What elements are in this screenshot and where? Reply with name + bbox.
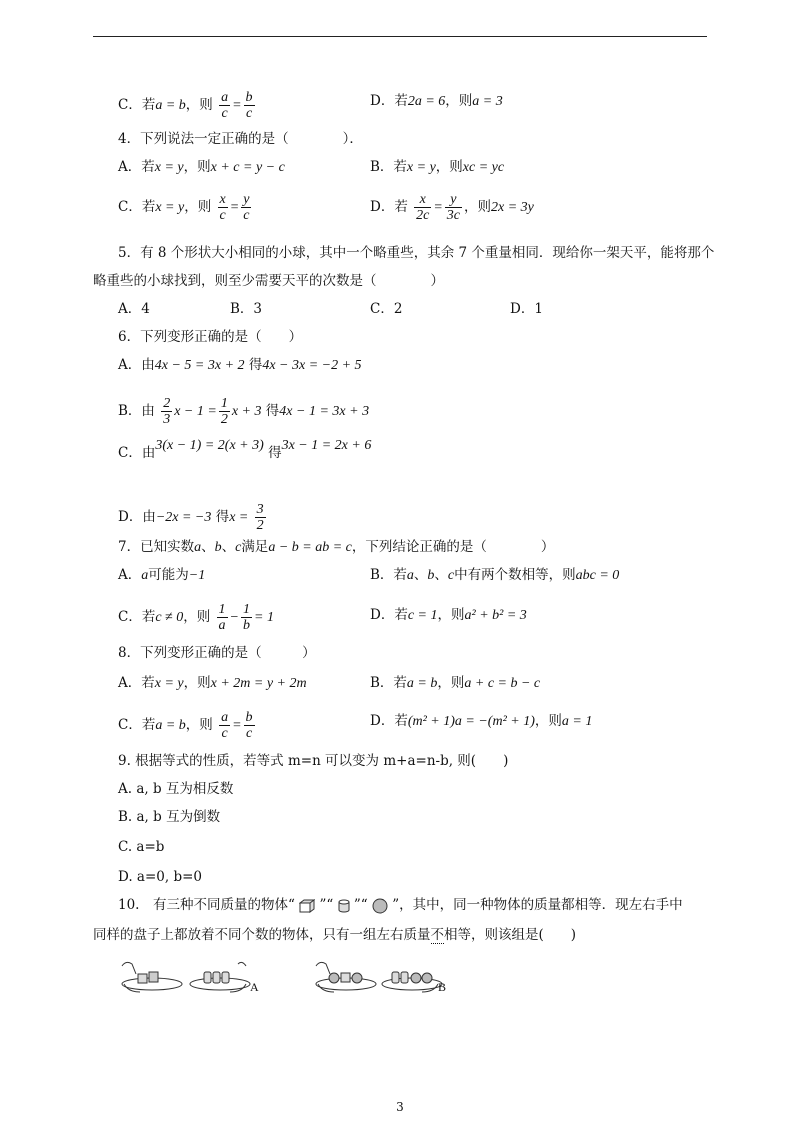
q4-option-a: A．若x = y，则x + c = y − c — [118, 159, 285, 175]
cube-object-icon — [299, 899, 315, 913]
q5-option-b: B．3 — [230, 301, 263, 317]
q4-option-d: D．若 $\frac{x}{2c}$ = $\frac{y}{3c}$ ，则2x = 3y — [370, 192, 534, 223]
top-rule — [93, 36, 707, 37]
q5-option-c: C．2 — [370, 301, 403, 317]
q8-option-d: D．若(m² + 1)a = −(m² + 1)，则a = 1 — [370, 713, 593, 729]
q4-option-c: C．若x = y，则 $\frac{x}{c}$ = $\frac{y}{c}$ — [118, 192, 250, 223]
q9-option-d: D. a=0, b=0 — [118, 869, 202, 885]
q10-stem-line2: 同样的盘子上都放着不同个数的物体，只有一组左右质量不相等，则该组是( ) — [93, 927, 577, 943]
q7-option-d: D．若c = 1，则a² + b² = 3 — [370, 607, 527, 623]
figure-b-label: B — [438, 980, 447, 994]
q8-option-a: A．若x = y，则x + 2m = y + 2m — [118, 675, 307, 691]
q8-option-b: B．若a = b，则a + c = b − c — [370, 675, 541, 691]
q7-stem: 7．已知实数a、b、c满足a − b = ab = c，下列结论正确的是（ ） — [118, 539, 555, 555]
q5-option-d: D．1 — [510, 301, 543, 317]
q4-stem: 4．下列说法一定正确的是（ ）． — [118, 131, 363, 147]
q4-option-b: B．若x = y，则xc = yc — [370, 159, 505, 175]
balance-hands-b-figure — [312, 958, 447, 998]
q3-option-d: D．若2a = 6，则a = 3 — [370, 93, 503, 109]
q5-stem-line2: 略重些的小球找到，则至少需要天平的次数是（ ） — [93, 273, 444, 289]
figure-a-label: A — [250, 980, 259, 994]
q8-stem: 8．下列变形正确的是（ ） — [118, 645, 316, 661]
q9-option-a: A. a, b 互为相反数 — [118, 781, 234, 797]
q6-option-d: D．由−2x = −3 得x = $\frac{3}{2}$ — [118, 502, 264, 533]
q7-option-a: A．a可能为−1 — [118, 567, 206, 583]
q10-stem-line1: 10. 有三种不同质量的物体“ ”“ ”“ ”，其中，同一种物体的质量都相等．现左右手中 — [118, 897, 683, 913]
q7-option-c: C．若c ≠ 0，则 $\frac{1}{a}$ − $\frac{1}{b}$ = 1 — [118, 602, 274, 633]
q9-option-b: B. a, b 互为倒数 — [118, 809, 221, 825]
balance-hands-a-figure — [118, 958, 258, 998]
q6-option-a: A．由4x − 5 = 3x + 2 得4x − 3x = −2 + 5 — [118, 357, 362, 373]
q7-option-b: B．若a、b、c中有两个数相等，则abc = 0 — [370, 567, 620, 583]
q5-option-a: A．4 — [118, 301, 150, 317]
q6-option-c: C．由3(x − 1) = 2(x + 3) 得3x − 1 = 2x + 6 — [118, 438, 372, 461]
q3-option-c: C．若a = b，则 $\frac{a}{c}$ = $\frac{b}{c}$ — [118, 90, 253, 121]
q5-stem-line1: 5．有 8 个形状大小相同的小球，其中一个略重些，其余 7 个重量相同．现给你一架天平，能将那个 — [118, 245, 715, 261]
q6-stem: 6．下列变形正确的是（ ） — [118, 329, 303, 345]
sphere-object-icon — [372, 898, 388, 914]
q8-option-c: C．若a = b，则 $\frac{a}{c}$ = $\frac{b}{c}$ — [118, 710, 253, 741]
cylinder-object-icon — [338, 899, 350, 913]
page-number: 3 — [396, 1100, 404, 1114]
q9-option-c: C. a=b — [118, 839, 165, 855]
q10-figure-a — [118, 958, 258, 1002]
q10-figure-b — [312, 958, 447, 1002]
q6-option-b: B．由 $\frac{2}{3}$ x − 1 = $\frac{1}{2}$ x + 3 得4x − 1 = 3x + 3 — [118, 396, 370, 427]
q9-stem: 9. 根据等式的性质，若等式 m=n 可以变为 m+a=n-b, 则( ) — [118, 753, 509, 769]
